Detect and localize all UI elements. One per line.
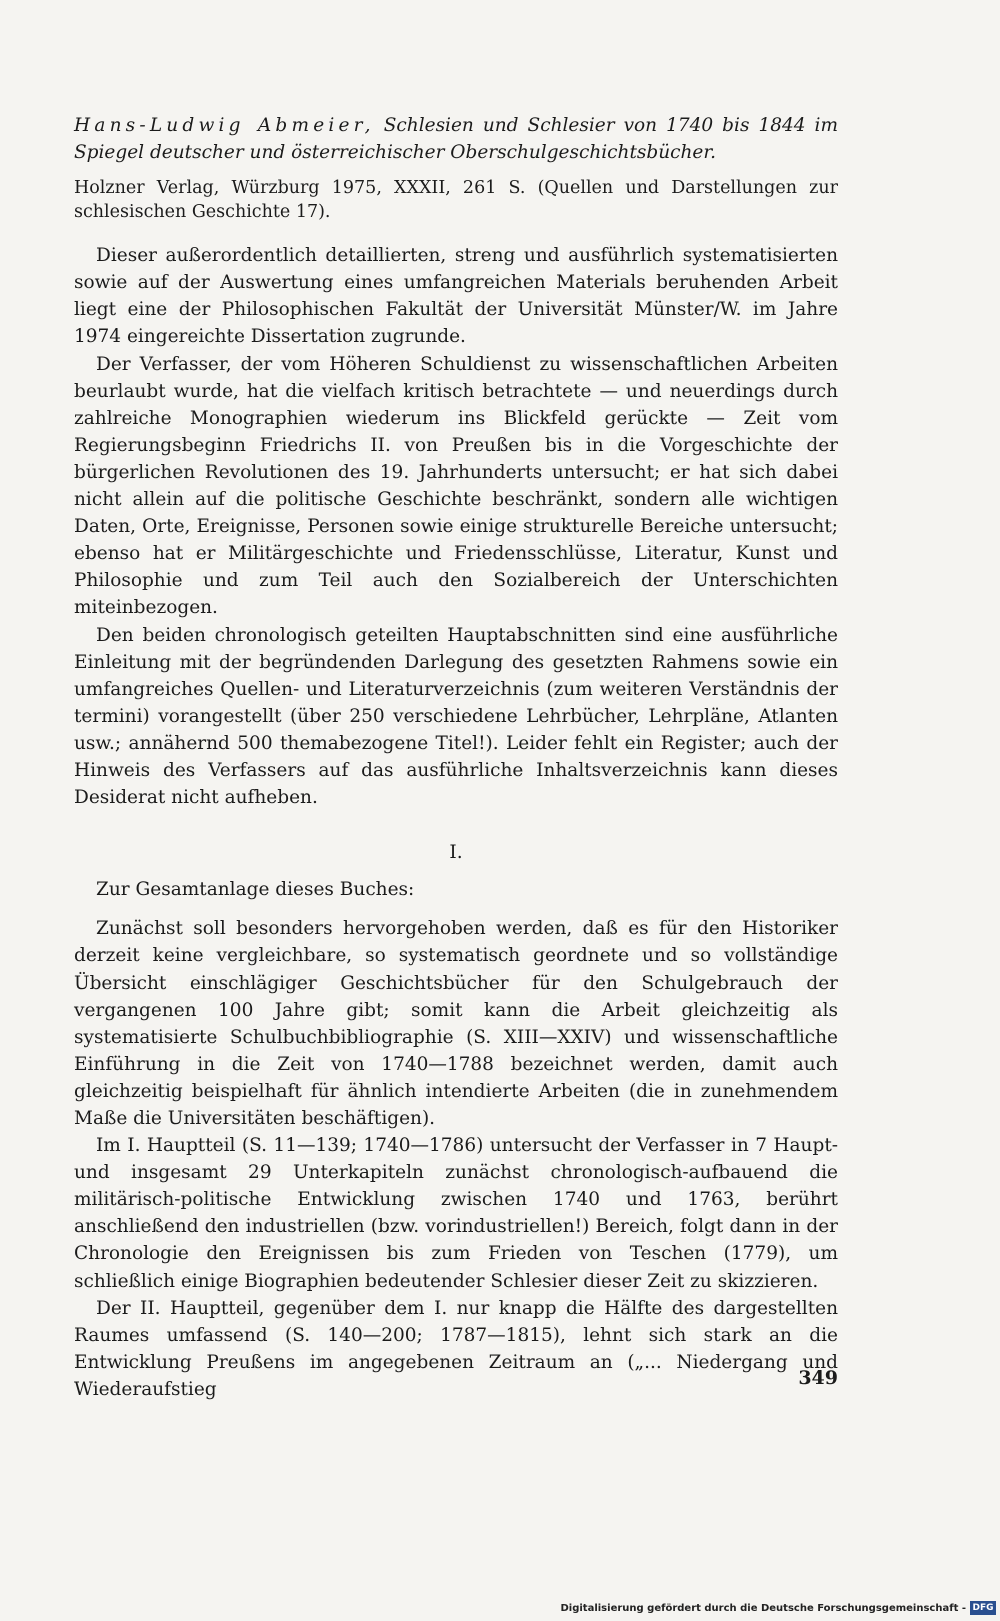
digitization-credit: Digitalisierung gefördert durch die Deutsche Forschungsgemeinschaft - bbox=[560, 1603, 966, 1614]
paragraph: Der Verfasser, der vom Höheren Schuldienst zu wissenschaftlichen Arbeiten beurlaubt wurde, hat die vielfach kritisch betrachtete — und neuerdings durch zahlreiche Monographien wiederum ins Blickfeld gerückte — Zeit vom Regierungsbeginn Friedrichs II. von Preußen bis in die Vorgeschichte der bürgerlichen Revolutionen des 19. Jahrhunderts untersucht; er hat sich dabei nicht allein auf die politische Geschichte beschränkt, sondern alle wichtigen Daten, Orte, Ereignisse, Personen sowie einige strukturelle Bereiche untersucht; ebenso hat er Militärgeschichte und Friedensschlüsse, Literatur, Kunst und Philosophie und zum Teil auch den Sozialbereich der Unterschichten miteinbezogen. bbox=[74, 353, 838, 619]
paragraph: Den beiden chronologisch geteilten Hauptabschnitten sind eine ausführliche Einleitung mit der begründenden Darlegung des gesetzten Rahmens sowie ein umfangreiches Quellen- und Literaturverzeichnis (zum weiteren Verständnis der termini) vorangestellt (über 250 verschiedene Lehrbücher, Lehrpläne, Atlanten usw.; annähernd 500 themabezogene Titel!). Leider fehlt ein Register; auch der Hinweis des Verfassers auf das ausführliche Inhaltsverzeichnis kann dieses Desiderat nicht aufheben. bbox=[74, 624, 838, 809]
section-subheading: Zur Gesamtanlage dieses Buches: bbox=[96, 879, 415, 901]
section-numeral: I. bbox=[449, 842, 463, 864]
book-author: Hans-Ludwig Abmeier, bbox=[74, 115, 375, 136]
paragraph: Im I. Hauptteil (S. 11—139; 1740—1786) untersucht der Verfasser in 7 Haupt- und insgesamt 29 Unterkapiteln zunächst chronologisch-aufbauend die militärisch-politische Entwicklung zwischen 1740 und 1763, berührt anschließend den industriellen (bzw. vorindustriellen!) Bereich, folgt dann in der Chronologie den Ereignissen bis zum Frieden von Teschen (1779), um schließlich einige Biographien bedeutender Schlesier dieser Zeit zu skizzieren. bbox=[74, 1135, 838, 1292]
paragraph: Zunächst soll besonders hervorgehoben werden, daß es für den Historiker derzeit keine vergleichbare, so systematisch geordnete und so vollständige Übersicht einschlägiger Geschichtsbücher für den Schulgebrauch der vergangenen 100 Jahre gibt; somit kann die Arbeit gleichzeitig als systematisierte Schulbuchbibliographie (S. XIII—XXIV) und wissenschaftliche Einführung in die Zeit von 1740—1788 bezeichnet werden, damit auch gleichzeitig beispielhaft für ähnlich intendierte Arbeiten (die in zunehmendem Maße die Universitäten beschäftigen). bbox=[74, 918, 838, 1129]
paragraph: Dieser außerordentlich detaillierten, streng und ausführlich systematisierten sowie auf der Auswertung eines umfangreichen Materials beruhenden Arbeit liegt eine der Philosophischen Fakultät der Universität Münster/W. im Jahre 1974 eingereichte Dissertation zugrunde. bbox=[74, 245, 838, 348]
text-column bbox=[74, 112, 838, 1403]
book-title: Schlesien und Schlesier von 1740 bis 1844 im Spiegel deutscher und österreichischer Oberschulgeschichtsbücher. bbox=[74, 115, 839, 164]
publication-info: Holzner Verlag, Würzburg 1975, XXXII, 261 S. (Quellen und Darstellungen zur schlesischen Geschichte 17). bbox=[74, 178, 838, 223]
book-citation bbox=[74, 112, 838, 166]
paragraph: Der II. Hauptteil, gegenüber dem I. nur knapp die Hälfte des dargestellten Raumes umfassend (S. 140—200; 1787—1815), lehnt sich stark an die Entwicklung Preußens im angegebenen Zeitraum an („... Niedergang und Wiederaufstieg bbox=[74, 1297, 838, 1400]
page-number: 349 bbox=[798, 1367, 838, 1389]
dfg-logo: DFG bbox=[970, 1601, 996, 1615]
